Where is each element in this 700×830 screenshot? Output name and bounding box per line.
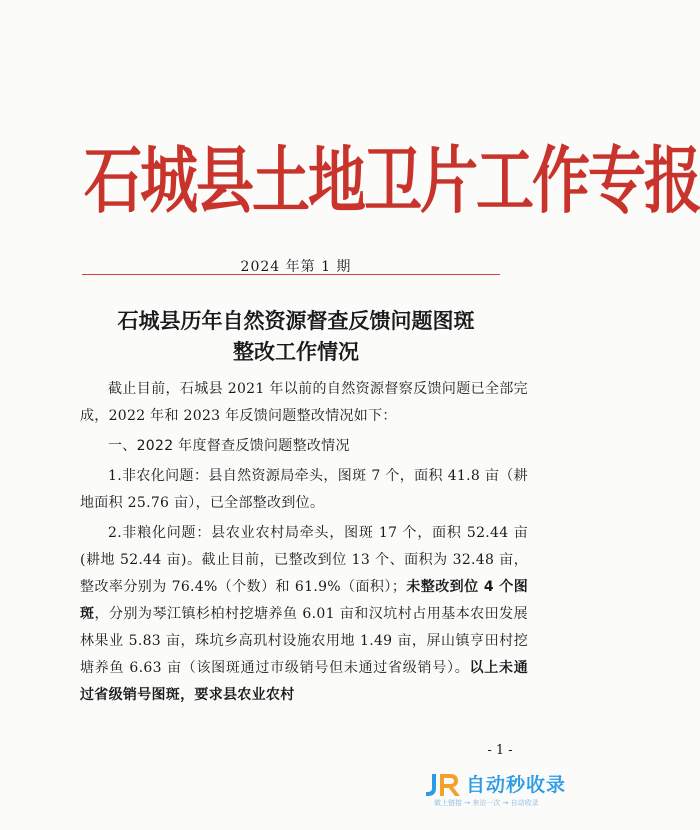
watermark — [422, 768, 582, 828]
document-body — [80, 376, 528, 712]
section-heading: 一、2022 年度督查反馈问题整改情况 — [108, 438, 350, 454]
document-title-line2: 整改工作情况 — [233, 339, 359, 364]
document-title-line1: 石城县历年自然资源督查反馈问题图斑 — [117, 308, 475, 333]
watermark-logo-icon — [422, 770, 466, 800]
watermark-slogan: 做上链接 → 来访一次 → 自动收录 — [434, 799, 539, 807]
issue-number: 2024 年第 1 期 — [240, 259, 352, 275]
page-number: - 1 - — [487, 743, 513, 758]
item-2-paragraph — [80, 520, 528, 709]
item-1-paragraph: 1.非农化问题：县自然资源局牵头，图斑 7 个，面积 41.8 亩（耕地面积 25.76 亩），已全部整改到位。 — [80, 468, 528, 511]
item-2-bold-a: 未整改到位 4 个图斑 — [80, 579, 528, 622]
red-divider — [82, 274, 500, 275]
masthead-title: 石城县土地卫片工作专报 — [84, 138, 700, 224]
watermark-brand: 自动秒收录 — [466, 774, 567, 796]
intro-paragraph: 截止目前，石城县 2021 年以前的自然资源督察反馈问题已全部完成，2022 年和 2023 年反馈问题整改情况如下： — [80, 381, 528, 424]
item-2-bold-b: 以上未通过省级销号图斑，要求县农业农村 — [80, 660, 529, 703]
item-2-text-b: ，分别为琴江镇杉柏村挖塘养鱼 6.01 亩和汉坑村占用基本农田发展林果业 5.83 亩，珠坑乡高玑村设施农用地 1.49 亩，屏山镇亨田村挖塘养鱼 6.63 亩（该图斑通过市级销号但未通过省级销号）。 — [80, 606, 528, 676]
item-2-text-a: 2.非粮化问题：县农业农村局牵头，图斑 17 个，面积 52.44 亩(耕地 52.44 亩)。截止目前，已整改到位 13 个、面积为 32.48 亩，整改率分别为 76.4%（个数）和 61.9%（面积）； — [80, 525, 528, 595]
